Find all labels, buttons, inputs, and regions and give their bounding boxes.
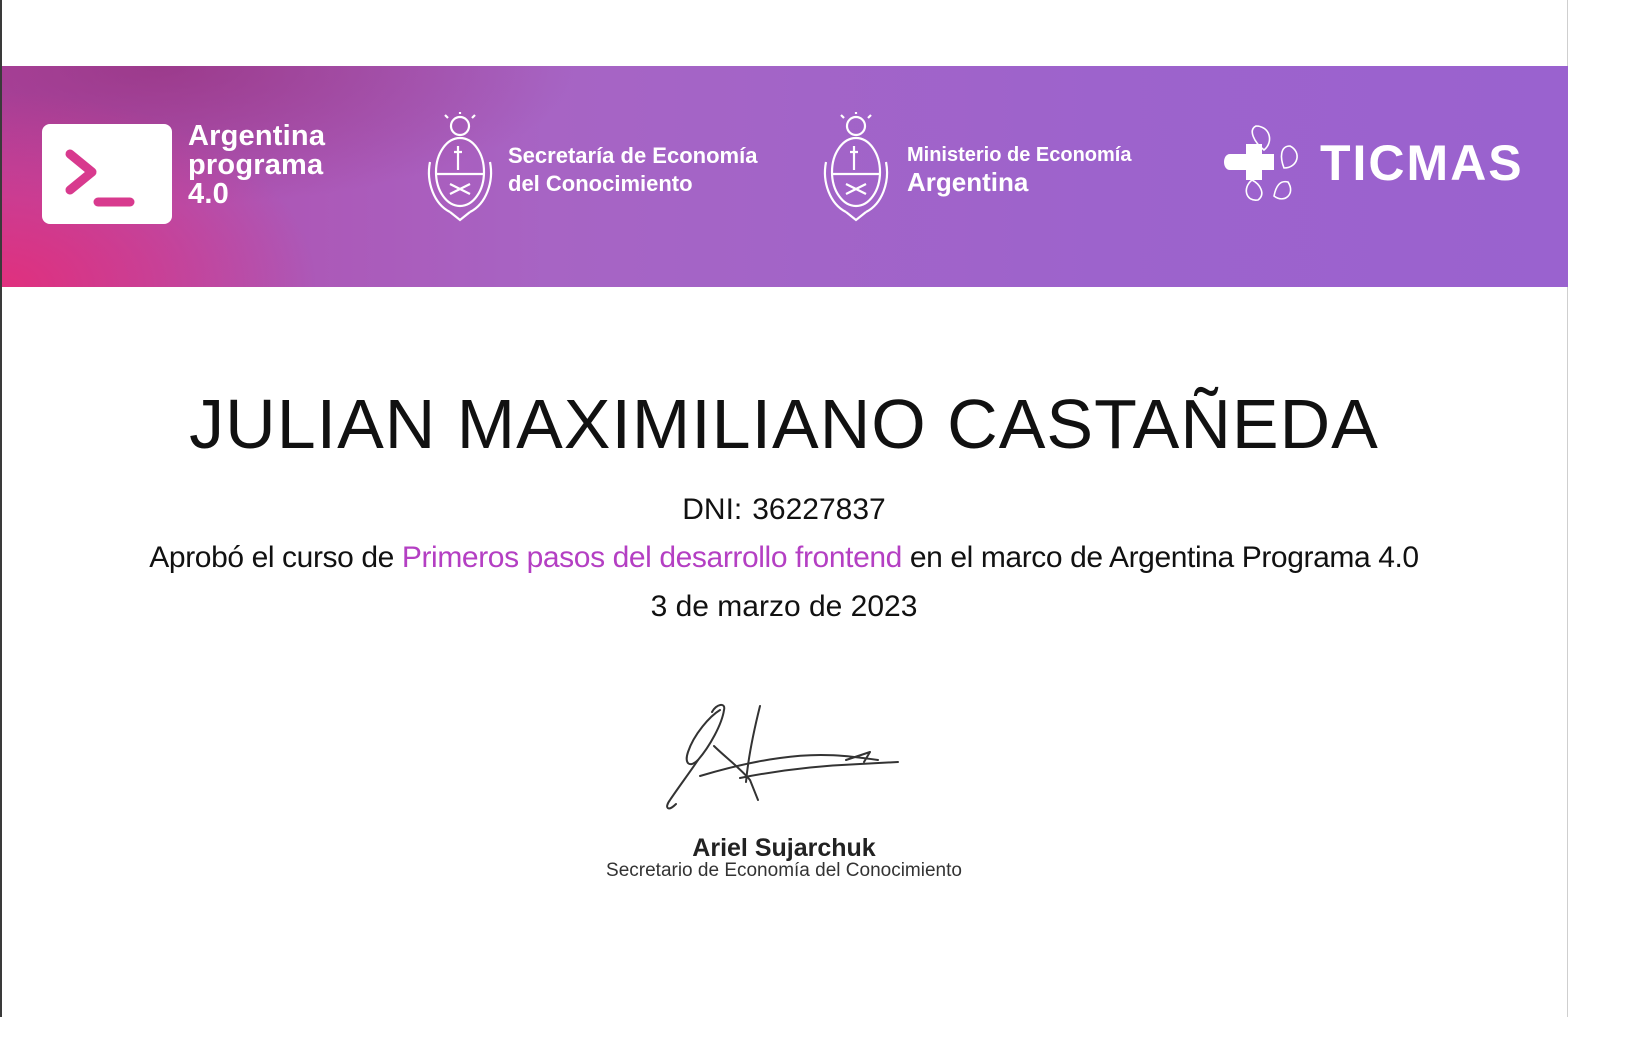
approval-prefix: Aprobó el curso de — [149, 541, 402, 574]
terminal-icon — [42, 124, 172, 224]
ticmas-flower-icon — [1218, 122, 1310, 204]
signatory-block — [0, 834, 1568, 882]
recipient-name: JULIAN MAXIMILIANO CASTAÑEDA — [189, 385, 1379, 463]
program-logo-line-1: Argentina — [188, 120, 326, 152]
dni-value: 36227837 — [752, 493, 886, 526]
header-banner — [2, 66, 1568, 287]
ticmas-wordmark: TICMAS — [1320, 135, 1524, 191]
secretaria-line-2: del Conocimiento — [508, 171, 693, 196]
program-logo-line-3: 4.0 — [188, 178, 229, 210]
ministerio-line-2: Argentina — [907, 167, 1029, 197]
approval-statement — [0, 539, 1568, 577]
dni-line — [0, 492, 1568, 528]
secretaria-title — [508, 142, 757, 198]
program-logo-line-2: programa — [188, 149, 324, 181]
issue-date: 3 de marzo de 2023 — [650, 590, 918, 623]
signature-image — [650, 690, 930, 840]
dni-label: DNI: — [682, 493, 743, 526]
ministerio-title — [907, 142, 1131, 196]
program-logo-text — [188, 122, 368, 209]
signatory-name: Ariel Sujarchuk — [692, 834, 876, 862]
ministerio-line-1: Ministerio de Economía — [907, 144, 1132, 166]
coat-of-arms-icon — [424, 112, 496, 224]
secretaria-line-1: Secretaría de Economía — [508, 143, 758, 168]
coat-of-arms-icon — [820, 112, 892, 224]
approval-suffix: en el marco de Argentina Programa 4.0 — [901, 541, 1419, 574]
signatory-role: Secretario de Economía del Conocimiento — [606, 860, 962, 881]
course-name: Primeros pasos del desarrollo frontend — [401, 541, 902, 574]
